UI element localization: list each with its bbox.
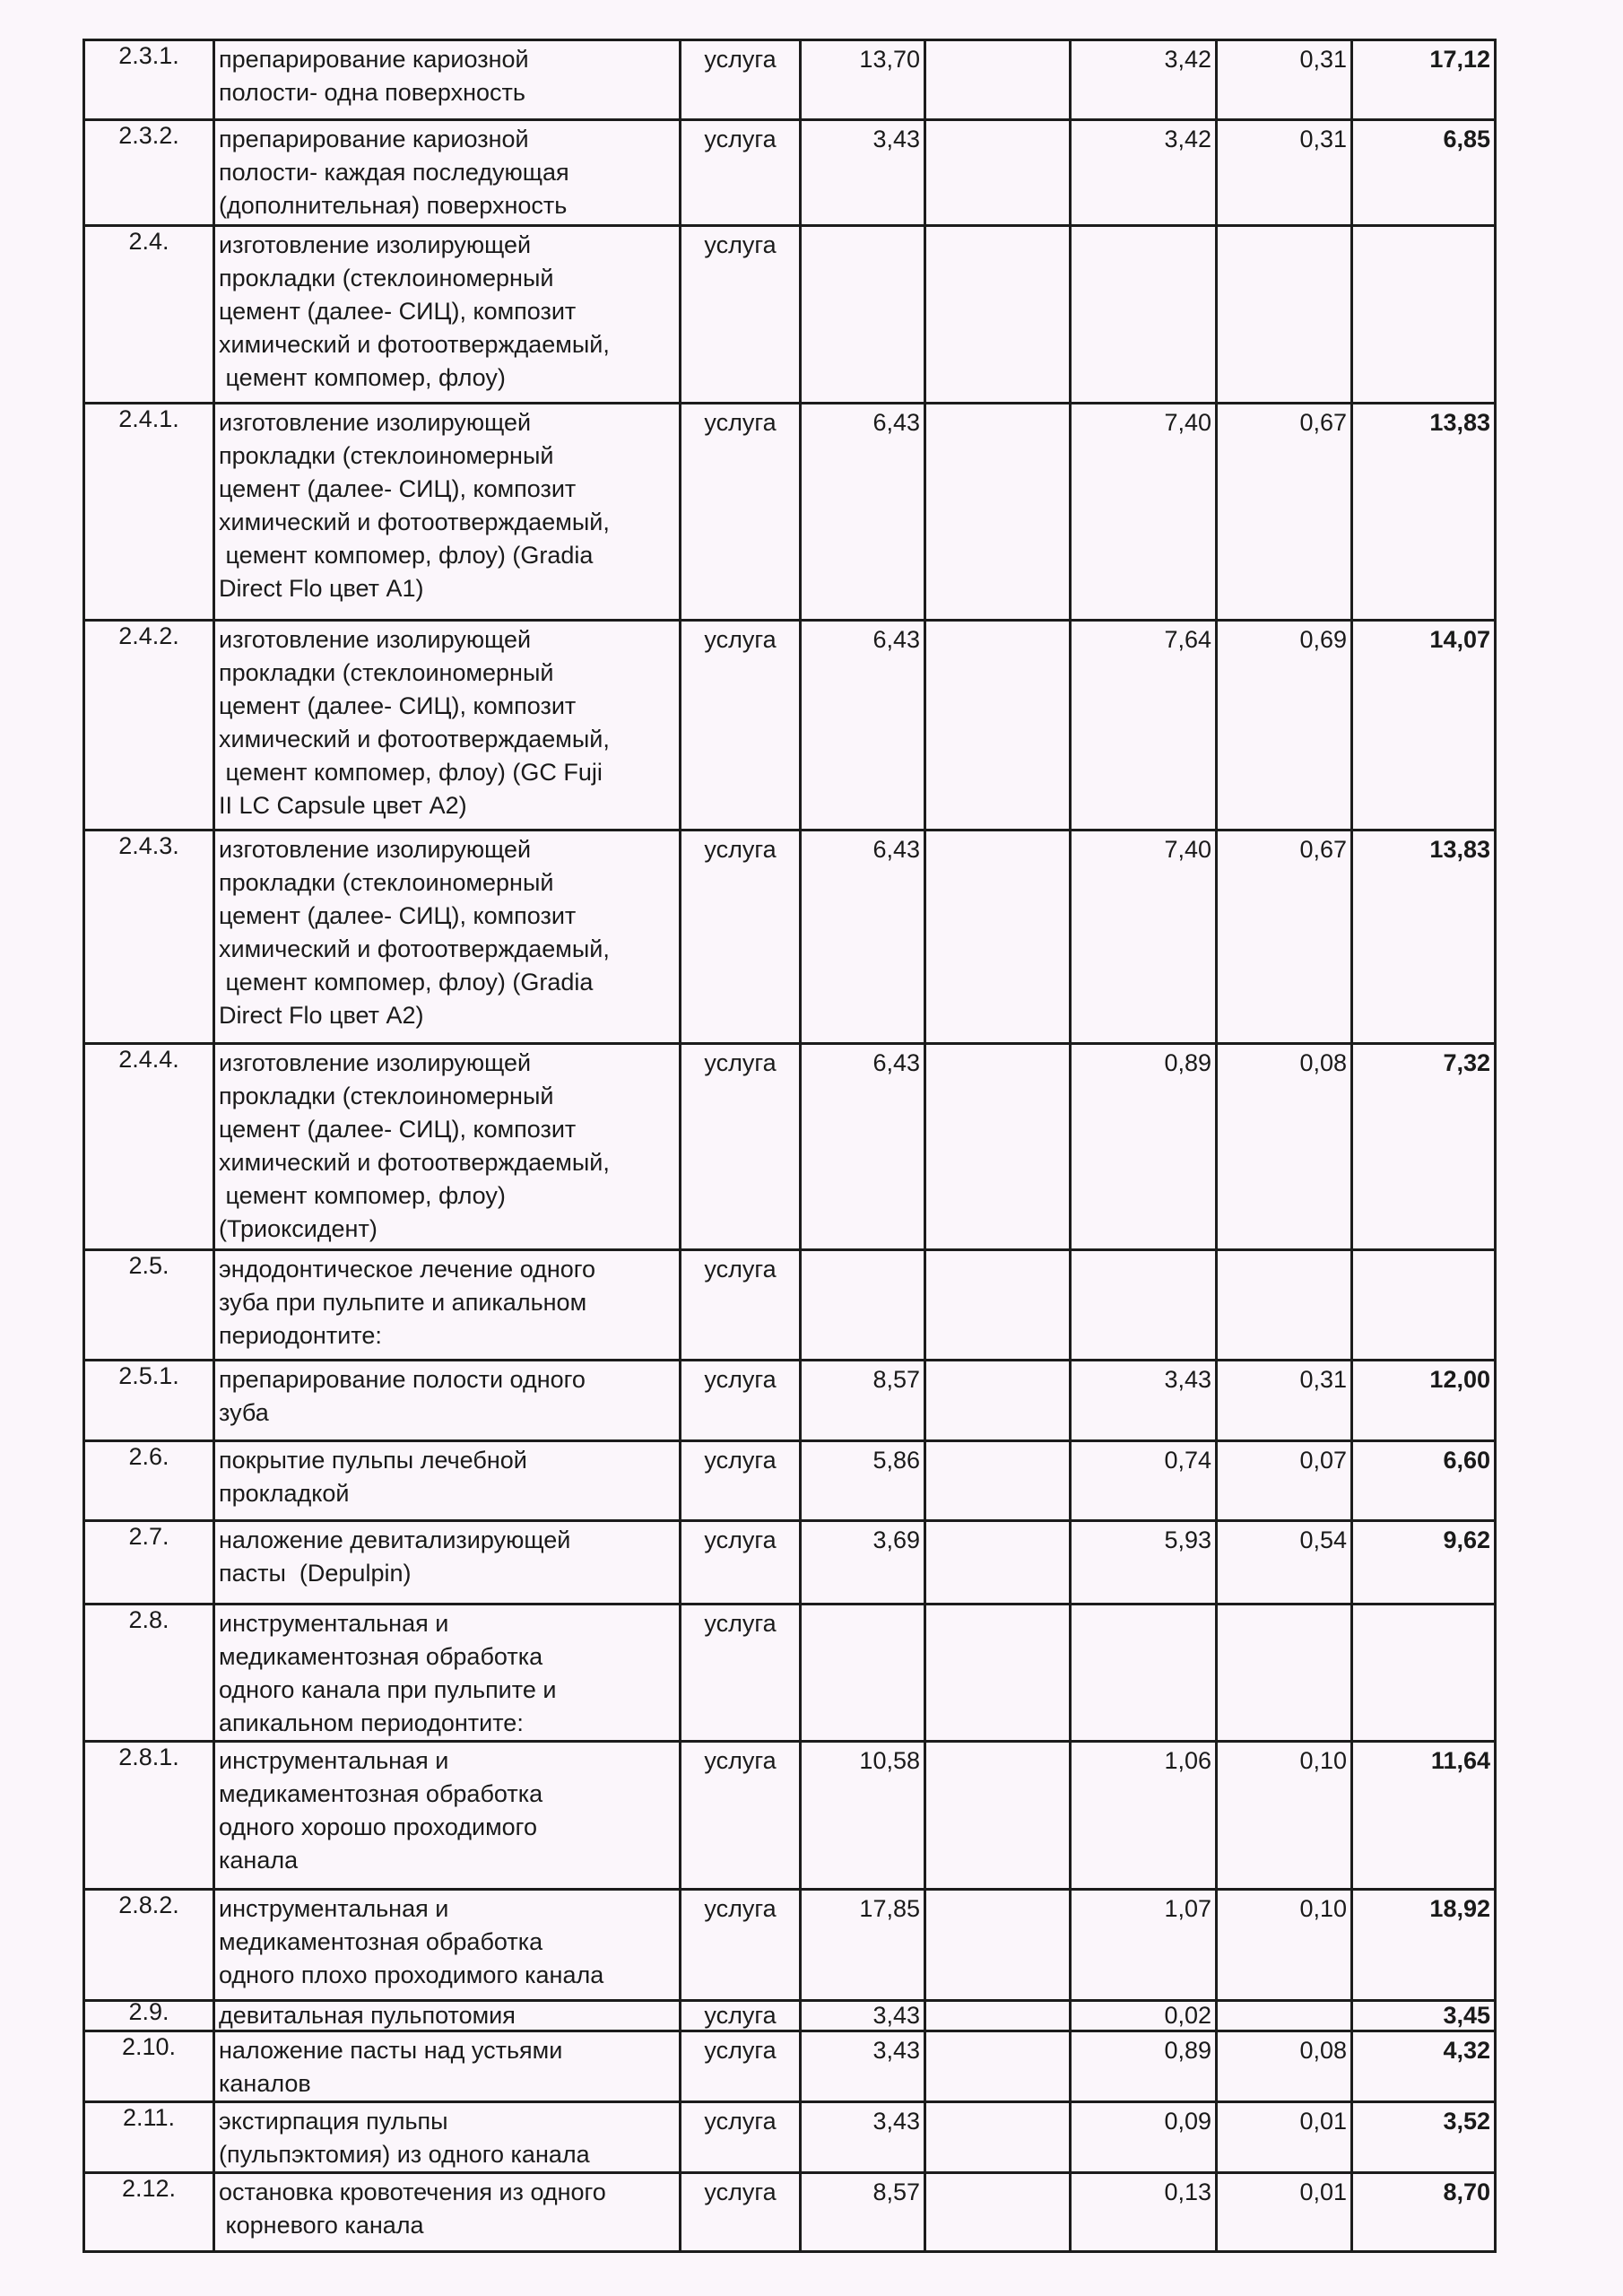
table-row xyxy=(84,2031,1496,2102)
table-row xyxy=(84,40,1496,120)
table-row xyxy=(84,120,1496,226)
table-row xyxy=(84,2102,1496,2173)
item-unit: услуга xyxy=(681,1044,801,1250)
extra-price xyxy=(925,1605,1071,1742)
total-price xyxy=(1352,226,1496,404)
table-row xyxy=(84,1890,1496,2001)
table-row xyxy=(84,1250,1496,1361)
materials-cost xyxy=(1071,226,1217,404)
extra-price xyxy=(925,2173,1071,2252)
item-unit: услуга xyxy=(681,1361,801,1441)
table-row xyxy=(84,404,1496,621)
item-description: эндодонтическое лечение одного зуба при пульпите и апикальном периодонтите: xyxy=(214,1250,681,1361)
item-description: наложение пасты над устьями каналов xyxy=(214,2031,681,2102)
item-number-cell xyxy=(84,1441,214,1521)
table-row xyxy=(84,1441,1496,1521)
item-number-cell xyxy=(84,226,214,404)
item-unit: услуга xyxy=(681,2001,801,2031)
extra-price xyxy=(925,1441,1071,1521)
item-number-cell xyxy=(84,831,214,1044)
item-number: 2.5. xyxy=(128,1252,169,1279)
materials-cost: 7,40 xyxy=(1071,404,1217,621)
base-price: 3,43 xyxy=(801,2001,925,2031)
materials-cost: 1,07 xyxy=(1071,1890,1217,2001)
total-price xyxy=(1352,1605,1496,1742)
item-number-cell xyxy=(84,1521,214,1605)
table-row xyxy=(84,621,1496,831)
base-price: 6,43 xyxy=(801,404,925,621)
materials-cost xyxy=(1071,1250,1217,1361)
item-description: изготовление изолирующей прокладки (стеклоиномерный цемент (далее- СИЦ), композит химический и фотоотверждаемый, цемент компомер, флоу) xyxy=(214,226,681,404)
vat-amount: 0,67 xyxy=(1217,831,1352,1044)
base-price: 6,43 xyxy=(801,621,925,831)
extra-price xyxy=(925,1521,1071,1605)
extra-price xyxy=(925,2102,1071,2173)
vat-amount: 0,10 xyxy=(1217,1742,1352,1890)
item-description: инструментальная и медикаментозная обработка одного хорошо проходимого канала xyxy=(214,1742,681,1890)
item-number: 2.8. xyxy=(128,1606,169,1633)
item-number: 2.11. xyxy=(122,2104,176,2131)
base-price: 10,58 xyxy=(801,1742,925,1890)
extra-price xyxy=(925,1044,1071,1250)
item-number-cell xyxy=(84,1605,214,1742)
base-price: 13,70 xyxy=(801,40,925,120)
vat-amount: 0,31 xyxy=(1217,1361,1352,1441)
total-price: 18,92 xyxy=(1352,1890,1496,2001)
total-price: 3,52 xyxy=(1352,2102,1496,2173)
item-number-cell xyxy=(84,120,214,226)
base-price xyxy=(801,1250,925,1361)
materials-cost xyxy=(1071,1605,1217,1742)
materials-cost: 1,06 xyxy=(1071,1742,1217,1890)
vat-amount: 0,69 xyxy=(1217,621,1352,831)
item-description: покрытие пульпы лечебной прокладкой xyxy=(214,1441,681,1521)
base-price: 17,85 xyxy=(801,1890,925,2001)
base-price: 8,57 xyxy=(801,1361,925,1441)
item-number: 2.4.3. xyxy=(118,832,179,859)
item-number: 2.6. xyxy=(128,1443,169,1470)
total-price: 8,70 xyxy=(1352,2173,1496,2252)
base-price: 6,43 xyxy=(801,1044,925,1250)
materials-cost: 3,42 xyxy=(1071,120,1217,226)
extra-price xyxy=(925,621,1071,831)
vat-amount: 0,67 xyxy=(1217,404,1352,621)
base-price xyxy=(801,226,925,404)
vat-amount: 0,01 xyxy=(1217,2102,1352,2173)
item-number: 2.10. xyxy=(121,2033,177,2060)
item-number-cell xyxy=(84,1742,214,1890)
total-price: 12,00 xyxy=(1352,1361,1496,1441)
item-number-cell xyxy=(84,2031,214,2102)
table-row xyxy=(84,1361,1496,1441)
total-price: 7,32 xyxy=(1352,1044,1496,1250)
table-row xyxy=(84,831,1496,1044)
table-row xyxy=(84,1521,1496,1605)
total-price: 6,85 xyxy=(1352,120,1496,226)
item-number: 2.5.1. xyxy=(118,1362,179,1389)
base-price: 3,43 xyxy=(801,120,925,226)
item-number-cell xyxy=(84,404,214,621)
item-unit: услуга xyxy=(681,1890,801,2001)
total-price: 6,60 xyxy=(1352,1441,1496,1521)
total-price: 14,07 xyxy=(1352,621,1496,831)
base-price: 3,69 xyxy=(801,1521,925,1605)
vat-amount: 0,54 xyxy=(1217,1521,1352,1605)
item-description: препарирование кариозной полости- каждая последующая (дополнительная) поверхность xyxy=(214,120,681,226)
total-price: 17,12 xyxy=(1352,40,1496,120)
vat-amount: 0,08 xyxy=(1217,2031,1352,2102)
item-unit: услуга xyxy=(681,621,801,831)
base-price: 8,57 xyxy=(801,2173,925,2252)
price-table-body xyxy=(84,40,1496,2252)
vat-amount xyxy=(1217,1250,1352,1361)
item-description: изготовление изолирующей прокладки (стеклоиномерный цемент (далее- СИЦ), композит химический и фотоотверждаемый, цемент компомер, флоу) (Триоксидент) xyxy=(214,1044,681,1250)
item-description: экстирпация пульпы (пульпэктомия) из одного канала xyxy=(214,2102,681,2173)
vat-amount: 0,01 xyxy=(1217,2173,1352,2252)
item-number-cell xyxy=(84,2173,214,2252)
item-unit: услуга xyxy=(681,404,801,621)
base-price: 3,43 xyxy=(801,2031,925,2102)
item-description: остановка кровотечения из одного корневого канала xyxy=(214,2173,681,2252)
item-number: 2.8.1. xyxy=(118,1744,179,1770)
materials-cost: 0,89 xyxy=(1071,2031,1217,2102)
table-row xyxy=(84,1044,1496,1250)
item-unit: услуга xyxy=(681,2031,801,2102)
vat-amount: 0,08 xyxy=(1217,1044,1352,1250)
materials-cost: 7,64 xyxy=(1071,621,1217,831)
item-number: 2.4.4. xyxy=(118,1046,179,1073)
total-price: 13,83 xyxy=(1352,831,1496,1044)
extra-price xyxy=(925,226,1071,404)
item-number: 2.4.1. xyxy=(118,405,179,432)
item-number-cell xyxy=(84,1361,214,1441)
vat-amount xyxy=(1217,226,1352,404)
base-price: 6,43 xyxy=(801,831,925,1044)
item-unit: услуга xyxy=(681,1441,801,1521)
item-description: инструментальная и медикаментозная обработка одного канала при пульпите и апикальном периодонтите: xyxy=(214,1605,681,1742)
vat-amount: 0,10 xyxy=(1217,1890,1352,2001)
item-description: изготовление изолирующей прокладки (стеклоиномерный цемент (далее- СИЦ), композит химический и фотоотверждаемый, цемент компомер, флоу) (Gradia Direct Flo цвет А1) xyxy=(214,404,681,621)
item-number-cell xyxy=(84,1250,214,1361)
base-price: 5,86 xyxy=(801,1441,925,1521)
item-number: 2.7. xyxy=(128,1523,169,1550)
vat-amount: 0,07 xyxy=(1217,1441,1352,1521)
item-number: 2.3.2. xyxy=(118,122,179,149)
vat-amount: 0,31 xyxy=(1217,40,1352,120)
item-unit: услуга xyxy=(681,1250,801,1361)
extra-price xyxy=(925,1250,1071,1361)
extra-price xyxy=(925,120,1071,226)
item-number: 2.3.1. xyxy=(118,42,179,69)
item-unit: услуга xyxy=(681,120,801,226)
total-price xyxy=(1352,1250,1496,1361)
materials-cost: 3,43 xyxy=(1071,1361,1217,1441)
materials-cost: 3,42 xyxy=(1071,40,1217,120)
vat-amount xyxy=(1217,2001,1352,2031)
item-number: 2.8.2. xyxy=(118,1892,179,1918)
total-price: 3,45 xyxy=(1352,2001,1496,2031)
table-row xyxy=(84,1742,1496,1890)
materials-cost: 0,09 xyxy=(1071,2102,1217,2173)
item-number: 2.9. xyxy=(128,2000,169,2025)
item-unit: услуга xyxy=(681,831,801,1044)
item-description: препарирование кариозной полости- одна поверхность xyxy=(214,40,681,120)
item-number: 2.12. xyxy=(121,2175,177,2202)
item-description: инструментальная и медикаментозная обработка одного плохо проходимого канала xyxy=(214,1890,681,2001)
extra-price xyxy=(925,404,1071,621)
extra-price xyxy=(925,1742,1071,1890)
total-price: 4,32 xyxy=(1352,2031,1496,2102)
total-price: 9,62 xyxy=(1352,1521,1496,1605)
item-number: 2.4.2. xyxy=(118,622,179,649)
extra-price xyxy=(925,2031,1071,2102)
base-price: 3,43 xyxy=(801,2102,925,2173)
item-number-cell xyxy=(84,621,214,831)
materials-cost: 0,02 xyxy=(1071,2001,1217,2031)
materials-cost: 5,93 xyxy=(1071,1521,1217,1605)
materials-cost: 7,40 xyxy=(1071,831,1217,1044)
item-unit: услуга xyxy=(681,2102,801,2173)
item-unit: услуга xyxy=(681,2173,801,2252)
item-description: изготовление изолирующей прокладки (стеклоиномерный цемент (далее- СИЦ), композит химический и фотоотверждаемый, цемент компомер, флоу) (Gradia Direct Flo цвет А2) xyxy=(214,831,681,1044)
extra-price xyxy=(925,1361,1071,1441)
item-unit: услуга xyxy=(681,1742,801,1890)
table-row xyxy=(84,226,1496,404)
item-description: изготовление изолирующей прокладки (стеклоиномерный цемент (далее- СИЦ), композит химический и фотоотверждаемый, цемент компомер, флоу) (GC Fuji II LC Capsule цвет А2) xyxy=(214,621,681,831)
extra-price xyxy=(925,831,1071,1044)
item-description: препарирование полости одного зуба xyxy=(214,1361,681,1441)
item-number-cell xyxy=(84,2001,214,2031)
item-unit: услуга xyxy=(681,226,801,404)
item-number-cell xyxy=(84,1890,214,2001)
vat-amount xyxy=(1217,1605,1352,1742)
vat-amount: 0,31 xyxy=(1217,120,1352,226)
materials-cost: 0,89 xyxy=(1071,1044,1217,1250)
extra-price xyxy=(925,2001,1071,2031)
total-price: 13,83 xyxy=(1352,404,1496,621)
materials-cost: 0,74 xyxy=(1071,1441,1217,1521)
item-number-cell xyxy=(84,2102,214,2173)
extra-price xyxy=(925,1890,1071,2001)
item-unit: услуга xyxy=(681,40,801,120)
item-description: наложение девитализирующей пасты (Depulpin) xyxy=(214,1521,681,1605)
item-unit: услуга xyxy=(681,1521,801,1605)
table-row xyxy=(84,1605,1496,1742)
item-unit: услуга xyxy=(681,1605,801,1742)
base-price xyxy=(801,1605,925,1742)
item-description: девитальная пульпотомия xyxy=(214,2001,681,2031)
item-number-cell xyxy=(84,1044,214,1250)
item-number: 2.4. xyxy=(128,228,169,255)
table-row xyxy=(84,2001,1496,2031)
item-number-cell xyxy=(84,40,214,120)
materials-cost: 0,13 xyxy=(1071,2173,1217,2252)
table-row xyxy=(84,2173,1496,2252)
price-table xyxy=(82,39,1497,2253)
total-price: 11,64 xyxy=(1352,1742,1496,1890)
extra-price xyxy=(925,40,1071,120)
